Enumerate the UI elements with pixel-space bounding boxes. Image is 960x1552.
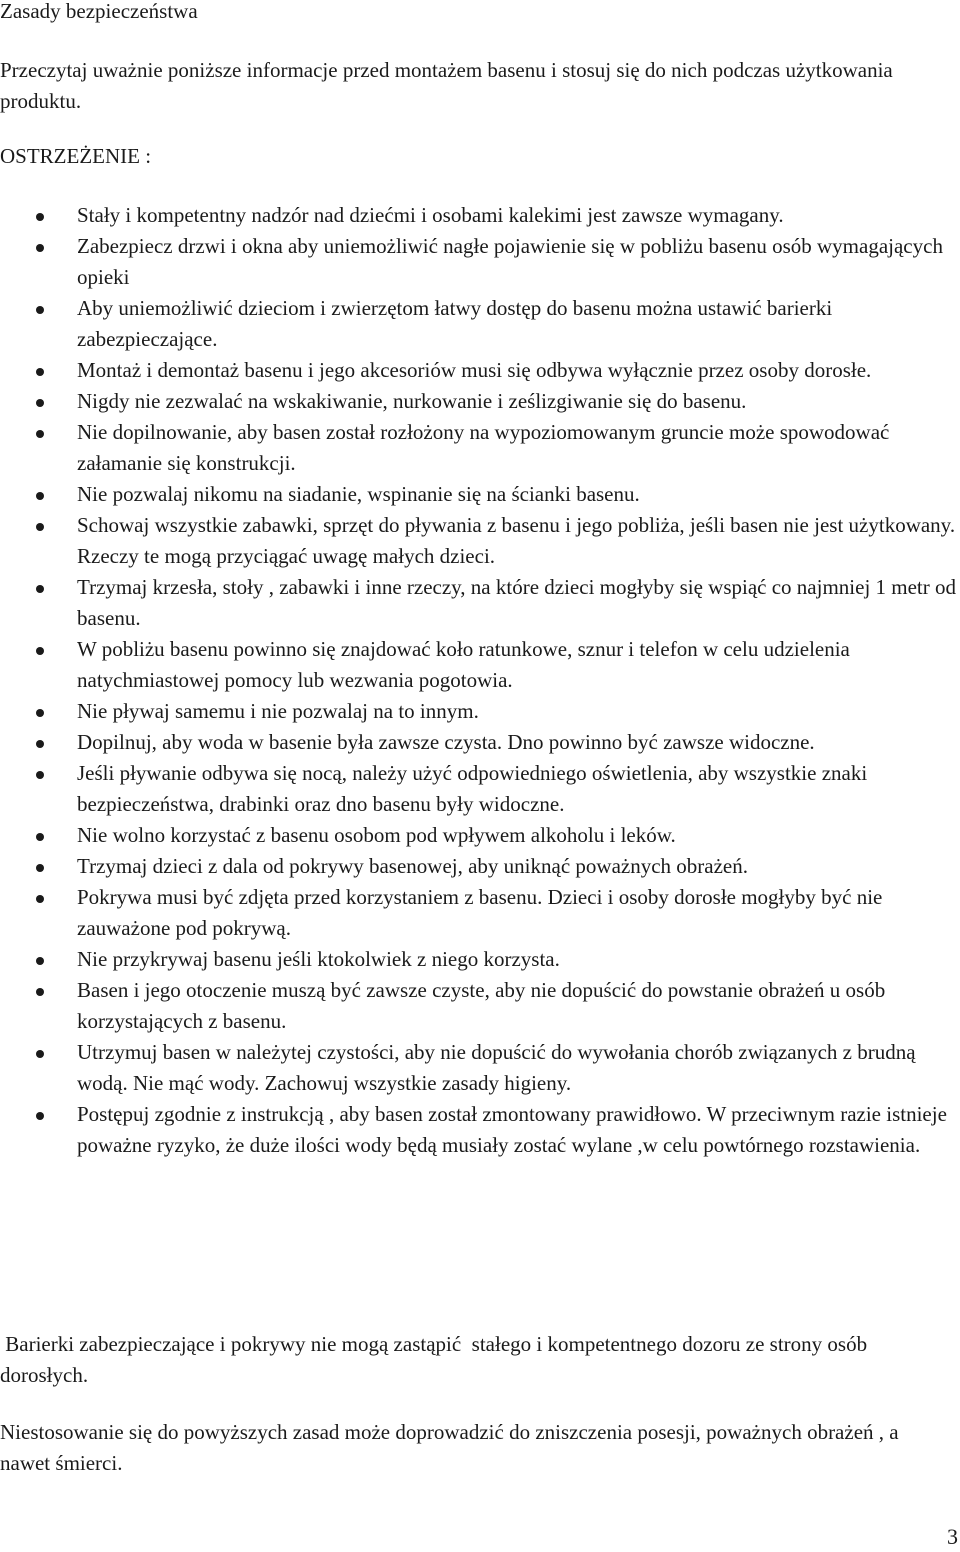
warning-heading: OSTRZEŻENIE : xyxy=(0,144,152,168)
bullet-icon xyxy=(36,709,44,717)
rule-text: Nie dopilnowanie, aby basen został rozłożony na wypoziomowanym gruncie może spowodować załamanie się konstrukcji. xyxy=(77,420,890,475)
rule-text: Jeśli pływanie odbywa się nocą, należy użyć odpowiedniego oświetlenia, aby wszystkie znaki bezpieczeństwa, drabinki oraz dno basenu były widoczne. xyxy=(77,761,868,816)
bullet-icon xyxy=(36,492,44,500)
bullet-icon xyxy=(36,833,44,841)
bullet-icon xyxy=(36,895,44,903)
rule-item xyxy=(0,355,957,386)
safety-rules-list xyxy=(0,200,960,1161)
rule-text: Montaż i demontaż basenu i jego akcesoriów musi się odbywa wyłącznie przez osoby dorosłe. xyxy=(77,358,872,382)
rule-text: Utrzymuj basen w należytej czystości, aby nie dopuścić do wywołania chorób związanych z brudną wodą. Nie mąć wody. Zachowuj wszystkie zasady higieny. xyxy=(77,1040,916,1095)
rule-text: Schowaj wszystkie zabawki, sprzęt do pływania z basenu i jego pobliża, jeśli basen nie jest użytkowany. Rzeczy te mogą przyciągać uwagę małych dzieci. xyxy=(77,513,956,568)
rule-text: Stały i kompetentny nadzór nad dziećmi i osobami kalekimi jest zawsze wymagany. xyxy=(77,203,784,227)
rule-item xyxy=(0,479,957,510)
rule-item xyxy=(0,696,957,727)
rule-item xyxy=(0,1099,957,1161)
rule-item xyxy=(0,386,957,417)
rule-text: Trzymaj krzesła, stoły , zabawki i inne rzeczy, na które dzieci mogłyby się wspiąć co najmniej 1 metr od basenu. xyxy=(77,575,957,630)
rule-text: Zabezpiecz drzwi i okna aby uniemożliwić nagłe pojawienie się w pobliżu basenu osób wymagających opieki xyxy=(77,234,943,289)
bullet-icon xyxy=(36,368,44,376)
rule-item xyxy=(0,417,957,479)
rule-item xyxy=(0,572,957,634)
rule-text: Nie pozwalaj nikomu na siadanie, wspinanie się na ścianki basenu. xyxy=(77,482,640,506)
rule-item xyxy=(0,727,957,758)
rule-text: Nie przykrywaj basenu jeśli ktokolwiek z niego korzysta. xyxy=(77,947,560,971)
bullet-icon xyxy=(36,1050,44,1058)
bullet-icon xyxy=(36,213,44,221)
rule-item xyxy=(0,634,957,696)
bullet-icon xyxy=(36,244,44,252)
bullet-icon xyxy=(36,740,44,748)
bullet-icon xyxy=(36,988,44,996)
bullet-icon xyxy=(36,864,44,872)
page-number: 3 xyxy=(947,1524,958,1549)
rule-item xyxy=(0,975,957,1037)
rule-item xyxy=(0,293,957,355)
bullet-icon xyxy=(36,647,44,655)
rule-text: W pobliżu basenu powinno się znajdować koło ratunkowe, sznur i telefon w celu udzielenia natychmiastowej pomocy lub wezwania pogotowia. xyxy=(77,637,850,692)
rule-item xyxy=(0,944,957,975)
rule-item xyxy=(0,200,957,231)
closing-note-barriers: Barierki zabezpieczające i pokrywy nie mogą zastąpić stałego i kompetentnego dozoru ze strony osób dorosłych. xyxy=(0,1332,873,1387)
rule-item xyxy=(0,851,957,882)
rule-text: Dopilnuj, aby woda w basenie była zawsze czysta. Dno powinno być zawsze widoczne. xyxy=(77,730,815,754)
rule-item xyxy=(0,510,957,572)
rule-text: Nigdy nie zezwalać na wskakiwanie, nurkowanie i ześlizgiwanie się do basenu. xyxy=(77,389,747,413)
bullet-icon xyxy=(36,430,44,438)
bullet-icon xyxy=(36,399,44,407)
bullet-icon xyxy=(36,585,44,593)
bullet-icon xyxy=(36,1112,44,1120)
rule-text: Nie wolno korzystać z basenu osobom pod wpływem alkoholu i leków. xyxy=(77,823,676,847)
rule-text: Pokrywa musi być zdjęta przed korzystaniem z basenu. Dzieci i osoby dorosłe mogłyby być nie zauważone pod pokrywą. xyxy=(77,885,883,940)
bullet-icon xyxy=(36,523,44,531)
intro-paragraph: Przeczytaj uważnie poniższe informacje przed montażem basenu i stosuj się do nich podczas użytkowania produktu. xyxy=(0,58,893,113)
rule-item xyxy=(0,882,957,944)
rule-item xyxy=(0,820,957,851)
bullet-icon xyxy=(36,957,44,965)
rule-text: Basen i jego otoczenie muszą być zawsze czyste, aby nie dopuścić do powstanie obrażeń u osób korzystających z basenu. xyxy=(77,978,886,1033)
rule-item xyxy=(0,1037,957,1099)
page-title: Zasady bezpieczeństwa xyxy=(0,0,198,23)
rule-text: Nie pływaj samemu i nie pozwalaj na to innym. xyxy=(77,699,479,723)
rule-text: Aby uniemożliwić dzieciom i zwierzętom łatwy dostęp do basenu można ustawić barierki zabezpieczające. xyxy=(77,296,833,351)
rule-text: Trzymaj dzieci z dala od pokrywy basenowej, aby uniknąć poważnych obrażeń. xyxy=(77,854,748,878)
closing-note-consequences: Niestosowanie się do powyższych zasad może doprowadzić do zniszczenia posesji, poważnych obrażeń , a nawet śmierci. xyxy=(0,1420,899,1475)
rule-text: Postępuj zgodnie z instrukcją , aby basen został zmontowany prawidłowo. W przeciwnym razie istnieje poważne ryzyko, że duże ilości wody będą musiały zostać wylane ,w celu powtórnego rozstawienia. xyxy=(77,1102,947,1157)
bullet-icon xyxy=(36,306,44,314)
bullet-icon xyxy=(36,771,44,779)
rule-item xyxy=(0,231,957,293)
rule-item xyxy=(0,758,957,820)
